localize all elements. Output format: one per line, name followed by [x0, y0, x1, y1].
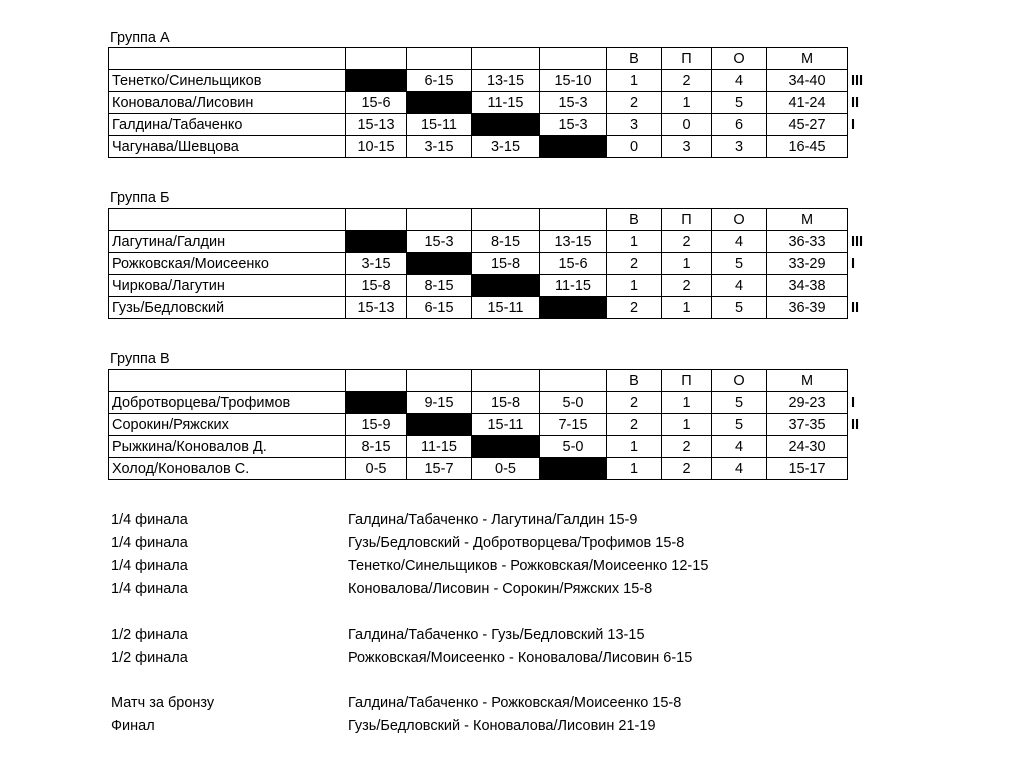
- balls-cell: 29-23: [767, 392, 848, 414]
- header-empty-cell: [346, 370, 407, 392]
- self-match-cell: [407, 92, 472, 114]
- team-name-cell: Гузь/Бедловский: [109, 297, 346, 319]
- header-empty-cell: [472, 370, 540, 392]
- balls-cell: 34-38: [767, 275, 848, 297]
- table-row: [109, 392, 888, 414]
- score-cell: 15-9: [346, 414, 407, 436]
- wins-cell: 2: [607, 392, 662, 414]
- balls-header: М: [767, 209, 848, 231]
- balls-cell: 36-33: [767, 231, 848, 253]
- match-result: Рожковская/Моисеенко - Коновалова/Лисовин 6-15: [348, 650, 693, 666]
- header-empty-cell: [540, 370, 607, 392]
- wins-cell: 1: [607, 436, 662, 458]
- wins-cell: 3: [607, 114, 662, 136]
- stage-label: 1/4 финала: [111, 581, 188, 597]
- losses-cell: 0: [662, 114, 712, 136]
- self-match-cell: [407, 253, 472, 275]
- table-row: [109, 458, 888, 480]
- losses-cell: 2: [662, 275, 712, 297]
- wins-cell: 2: [607, 297, 662, 319]
- score-cell: 0-5: [346, 458, 407, 480]
- table-row: [109, 297, 888, 319]
- score-cell: 15-11: [407, 114, 472, 136]
- score-cell: 3-15: [407, 136, 472, 158]
- balls-header: М: [767, 370, 848, 392]
- score-cell: 11-15: [407, 436, 472, 458]
- result-line: [0, 533, 1024, 553]
- score-cell: 11-15: [472, 92, 540, 114]
- header-empty-cell: [346, 209, 407, 231]
- wins-cell: 2: [607, 92, 662, 114]
- table-header-row: [109, 370, 888, 392]
- score-cell: 3-15: [472, 136, 540, 158]
- team-name-cell: Коновалова/Лисовин: [109, 92, 346, 114]
- header-empty-cell: [472, 209, 540, 231]
- score-cell: 0-5: [472, 458, 540, 480]
- header-corner-cell: [109, 209, 346, 231]
- score-cell: 7-15: [540, 414, 607, 436]
- place-cell: I: [848, 114, 888, 136]
- team-name-cell: Галдина/Табаченко: [109, 114, 346, 136]
- self-match-cell: [540, 136, 607, 158]
- header-empty-cell: [540, 209, 607, 231]
- wins-cell: 1: [607, 70, 662, 92]
- stage-label: 1/4 финала: [111, 535, 188, 551]
- self-match-cell: [407, 414, 472, 436]
- place-cell: III: [848, 231, 888, 253]
- table-row: [109, 114, 888, 136]
- score-cell: 15-8: [346, 275, 407, 297]
- balls-cell: 45-27: [767, 114, 848, 136]
- header-empty-cell: [540, 48, 607, 70]
- score-cell: 15-3: [540, 114, 607, 136]
- match-result: Галдина/Табаченко - Рожковская/Моисеенко 15-8: [348, 695, 682, 711]
- result-line: [0, 579, 1024, 599]
- result-line: [0, 716, 1024, 736]
- self-match-cell: [346, 392, 407, 414]
- self-match-cell: [472, 275, 540, 297]
- losses-cell: 1: [662, 253, 712, 275]
- losses-cell: 2: [662, 436, 712, 458]
- score-cell: 15-8: [472, 392, 540, 414]
- score-cell: 15-11: [472, 297, 540, 319]
- losses-cell: 2: [662, 458, 712, 480]
- balls-header: М: [767, 48, 848, 70]
- points-cell: 4: [712, 275, 767, 297]
- score-cell: 11-15: [540, 275, 607, 297]
- match-result: Коновалова/Лисовин - Сорокин/Ряжских 15-8: [348, 581, 653, 597]
- wins-header: В: [607, 48, 662, 70]
- points-cell: 4: [712, 458, 767, 480]
- score-cell: 15-10: [540, 70, 607, 92]
- wins-cell: 0: [607, 136, 662, 158]
- points-cell: 4: [712, 70, 767, 92]
- stage-label: Матч за бронзу: [111, 695, 215, 711]
- score-cell: 5-0: [540, 392, 607, 414]
- points-cell: 4: [712, 436, 767, 458]
- wins-cell: 2: [607, 414, 662, 436]
- score-cell: 15-3: [540, 92, 607, 114]
- score-cell: 3-15: [346, 253, 407, 275]
- table-row: [109, 136, 888, 158]
- score-cell: 8-15: [407, 275, 472, 297]
- place-cell: III: [848, 70, 888, 92]
- losses-cell: 1: [662, 297, 712, 319]
- match-result: Галдина/Табаченко - Гузь/Бедловский 13-15: [348, 627, 645, 643]
- place-cell: [848, 48, 888, 70]
- points-cell: 4: [712, 231, 767, 253]
- team-name-cell: Чагунава/Шевцова: [109, 136, 346, 158]
- self-match-cell: [472, 114, 540, 136]
- stage-label: 1/2 финала: [111, 650, 188, 666]
- losses-cell: 1: [662, 414, 712, 436]
- score-cell: 15-6: [540, 253, 607, 275]
- table-row: [109, 70, 888, 92]
- wins-cell: 1: [607, 275, 662, 297]
- result-line: [0, 625, 1024, 645]
- balls-cell: 15-17: [767, 458, 848, 480]
- points-cell: 5: [712, 297, 767, 319]
- place-cell: [848, 209, 888, 231]
- losses-cell: 3: [662, 136, 712, 158]
- team-name-cell: Сорокин/Ряжских: [109, 414, 346, 436]
- place-cell: II: [848, 92, 888, 114]
- place-cell: I: [848, 253, 888, 275]
- group-v-title: Группа В: [110, 351, 170, 367]
- balls-cell: 37-35: [767, 414, 848, 436]
- score-cell: 15-7: [407, 458, 472, 480]
- self-match-cell: [540, 297, 607, 319]
- score-cell: 15-8: [472, 253, 540, 275]
- wins-header: В: [607, 209, 662, 231]
- place-cell: [848, 458, 888, 480]
- score-cell: 15-6: [346, 92, 407, 114]
- balls-cell: 24-30: [767, 436, 848, 458]
- group-table: [108, 208, 888, 319]
- losses-cell: 1: [662, 92, 712, 114]
- score-cell: 15-11: [472, 414, 540, 436]
- header-corner-cell: [109, 48, 346, 70]
- score-cell: 6-15: [407, 297, 472, 319]
- balls-cell: 16-45: [767, 136, 848, 158]
- score-cell: 6-15: [407, 70, 472, 92]
- stage-label: 1/4 финала: [111, 512, 188, 528]
- place-cell: [848, 136, 888, 158]
- team-name-cell: Рожковская/Моисеенко: [109, 253, 346, 275]
- losses-header: П: [662, 370, 712, 392]
- balls-cell: 36-39: [767, 297, 848, 319]
- score-cell: 15-3: [407, 231, 472, 253]
- self-match-cell: [346, 70, 407, 92]
- points-cell: 5: [712, 92, 767, 114]
- header-empty-cell: [472, 48, 540, 70]
- table-row: [109, 231, 888, 253]
- balls-cell: 34-40: [767, 70, 848, 92]
- match-result: Гузь/Бедловский - Добротворцева/Трофимов 15-8: [348, 535, 685, 551]
- score-cell: 13-15: [472, 70, 540, 92]
- place-cell: II: [848, 297, 888, 319]
- result-line: [0, 648, 1024, 668]
- losses-header: П: [662, 209, 712, 231]
- score-cell: 5-0: [540, 436, 607, 458]
- place-cell: [848, 370, 888, 392]
- wins-cell: 2: [607, 253, 662, 275]
- wins-cell: 1: [607, 458, 662, 480]
- header-corner-cell: [109, 370, 346, 392]
- score-cell: 15-13: [346, 297, 407, 319]
- team-name-cell: Лагутина/Галдин: [109, 231, 346, 253]
- score-cell: 15-13: [346, 114, 407, 136]
- losses-cell: 2: [662, 231, 712, 253]
- score-cell: 13-15: [540, 231, 607, 253]
- group-table: [108, 369, 888, 480]
- group-table: [108, 47, 888, 158]
- wins-header: В: [607, 370, 662, 392]
- points-cell: 5: [712, 392, 767, 414]
- match-result: Гузь/Бедловский - Коновалова/Лисовин 21-19: [348, 718, 656, 734]
- match-result: Галдина/Табаченко - Лагутина/Галдин 15-9: [348, 512, 638, 528]
- table-row: [109, 253, 888, 275]
- points-cell: 3: [712, 136, 767, 158]
- result-line: [0, 556, 1024, 576]
- points-header: О: [712, 48, 767, 70]
- points-header: О: [712, 209, 767, 231]
- points-header: О: [712, 370, 767, 392]
- team-name-cell: Рыжкина/Коновалов Д.: [109, 436, 346, 458]
- place-cell: II: [848, 414, 888, 436]
- table-row: [109, 275, 888, 297]
- place-cell: [848, 436, 888, 458]
- result-line: [0, 510, 1024, 530]
- self-match-cell: [472, 436, 540, 458]
- score-cell: 8-15: [346, 436, 407, 458]
- table-row: [109, 436, 888, 458]
- team-name-cell: Чиркова/Лагутин: [109, 275, 346, 297]
- table-header-row: [109, 209, 888, 231]
- team-name-cell: Холод/Коновалов С.: [109, 458, 346, 480]
- place-cell: I: [848, 392, 888, 414]
- score-cell: 9-15: [407, 392, 472, 414]
- group-a-title: Группа А: [110, 30, 170, 46]
- stage-label: 1/2 финала: [111, 627, 188, 643]
- points-cell: 6: [712, 114, 767, 136]
- match-result: Тенетко/Синельщиков - Рожковская/Моисеенко 12-15: [348, 558, 709, 574]
- losses-header: П: [662, 48, 712, 70]
- header-empty-cell: [407, 370, 472, 392]
- table-header-row: [109, 48, 888, 70]
- balls-cell: 33-29: [767, 253, 848, 275]
- losses-cell: 2: [662, 70, 712, 92]
- points-cell: 5: [712, 414, 767, 436]
- header-empty-cell: [346, 48, 407, 70]
- group-b-title: Группа Б: [110, 190, 170, 206]
- balls-cell: 41-24: [767, 92, 848, 114]
- table-row: [109, 414, 888, 436]
- points-cell: 5: [712, 253, 767, 275]
- score-cell: 8-15: [472, 231, 540, 253]
- team-name-cell: Тенетко/Синельщиков: [109, 70, 346, 92]
- wins-cell: 1: [607, 231, 662, 253]
- place-cell: [848, 275, 888, 297]
- header-empty-cell: [407, 48, 472, 70]
- table-row: [109, 92, 888, 114]
- stage-label: 1/4 финала: [111, 558, 188, 574]
- stage-label: Финал: [111, 718, 155, 734]
- score-cell: 10-15: [346, 136, 407, 158]
- team-name-cell: Добротворцева/Трофимов: [109, 392, 346, 414]
- self-match-cell: [346, 231, 407, 253]
- header-empty-cell: [407, 209, 472, 231]
- self-match-cell: [540, 458, 607, 480]
- losses-cell: 1: [662, 392, 712, 414]
- result-line: [0, 693, 1024, 713]
